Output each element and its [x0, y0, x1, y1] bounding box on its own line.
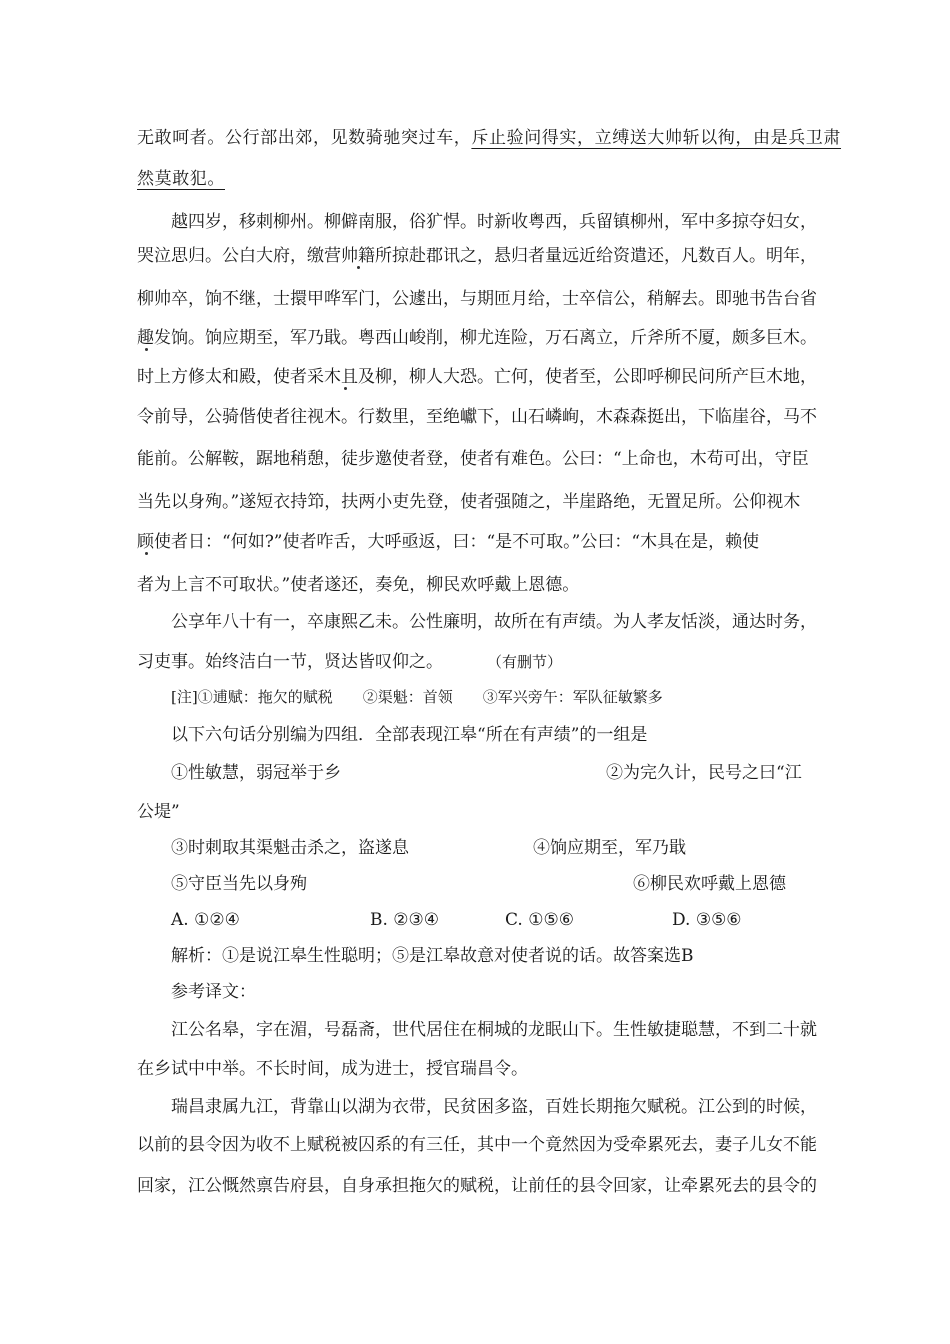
p2-line-9: 顾使者日：“何如?”使者咋舌，大呼亟返，曰：“是不可取。”公曰：“木具在是，赖使: [137, 532, 760, 552]
p1-underlined-sentence: 斥止验问得实，立缚送大帅斩以徇，由是兵卫肃: [471, 128, 842, 148]
p1-line-1: [137, 127, 841, 149]
option-1: ①性敏慧，弱冠举于乡: [171, 763, 341, 783]
p1-underlined-sentence-end: 然莫敢犯。: [137, 169, 225, 189]
p2-line-3: 柳帅卒，饷不继，士擐甲哗军门，公遽出，与期匝月给，士卒信公，稍解去。即驰书告台省: [137, 289, 817, 309]
p3-line-1: 公享年八十有一，卒康熙乙未。公性廉明，故所在有声绩。为人孝友恬淡，通达时务，: [171, 612, 817, 632]
emphasis-dot: [145, 348, 148, 351]
choice-c[interactable]: C. ①⑤⑥: [505, 910, 574, 930]
translation-p1-line-2: 在乡试中中举。不长时间，成为进士，授官瑞昌令。: [137, 1059, 528, 1079]
footnotes: [注]①逋赋：拖欠的赋税 ②渠魁：首领 ③军兴旁午：军队征敏繁多: [171, 688, 663, 706]
choice-d[interactable]: D. ③⑤⑥: [672, 910, 742, 930]
p2-line-4: 趣发饷。饷应期至，军乃戢。粤西山峻削，柳尤连险，万石离立，斤斧所不厦，颇多巨木。: [137, 328, 817, 348]
option-6: ⑥柳民欢呼戴上恩德: [633, 874, 786, 894]
translation-p2-line-1: 瑞昌隶属九江，背靠山以湖为衣带，民贫困多盗，百姓长期拖欠赋税。江公到的时候，: [171, 1097, 817, 1117]
option-2: ②为完久计，民号之曰“江: [606, 763, 802, 783]
p1-line-2: [137, 168, 225, 190]
abridged-note: （有删节）: [487, 653, 563, 671]
analysis: 解析：①是说江皋生性聪明；⑤是江皋故意对使者说的话。故答案选B: [171, 946, 694, 966]
reference-translation-title: 参考译文：: [171, 982, 256, 1002]
emphasis-dot: [344, 387, 347, 390]
p2-line-6: 令前导，公骑偕使者往视木。行数里，至绝巘下，山石嶙峋，木森森挺出，下临崖谷，马不: [137, 407, 817, 427]
option-5: ⑤守臣当先以身殉: [171, 874, 307, 894]
choice-b[interactable]: B. ②③④: [370, 910, 440, 930]
p2-line-8: 当先以身殉。”遂短衣持笻，扶两小吏先登，使者强随之，半崖路绝，无置足所。公仰视木: [137, 492, 801, 512]
emphasis-dot: [145, 552, 148, 555]
p3-line-2: [137, 651, 562, 673]
emphasis-dot: [357, 266, 360, 269]
p2-line-5: 时上方修太和殿，使者采木且及柳，柳人大恐。亡何，使者至，公即呼柳民问所产巨木地，: [137, 367, 817, 387]
choice-a[interactable]: A. ①②④: [171, 910, 240, 930]
option-2-continued: 公堤”: [137, 802, 180, 822]
p2-line-2: 哭泣思归。公白大府，缴营帅籍所掠赴郡讯之，悬归者量远近给资遣还，凡数百人。明年，: [137, 246, 817, 266]
p2-line-1: 越四岁，移刺柳州。柳僻南服，俗犷悍。时新收粤西，兵留镇柳州，军中多掠夺妇女，: [171, 212, 817, 232]
p2-line-10: 者为上言不可取状。”使者遂还，奏免，柳民欢呼戴上恩德。: [137, 575, 580, 595]
option-4: ④饷应期至，军乃戢: [533, 838, 686, 858]
translation-p1-line-1: 江公名皋，字在湄，号磊斋，世代居住在桐城的龙眠山下。生性敏捷聪慧，不到二十就: [171, 1020, 817, 1040]
option-3: ③时刺取其渠魁击杀之，盗遂息: [171, 838, 409, 858]
p1-line-1-text: 无敢呵者。公行部出郊，见数骑驰突过车，: [137, 128, 472, 148]
p3-line-2-text: 习吏事。始终洁白一节，贤达皆叹仰之。: [137, 652, 443, 672]
translation-p2-line-3: 回家，江公慨然禀告府县，自身承担拖欠的赋税，让前任的县令回家，让牵累死去的县令的: [137, 1176, 817, 1196]
translation-p2-line-2: 以前的县令因为收不上赋税被囚系的有三任，其中一个竟然因为受牵累死去，妻子儿女不能: [137, 1135, 817, 1155]
p2-line-7: 能前。公解鞍，踞地稍憩，徒步邀使者登，使者有难色。公曰：“上命也，木苟可出，守臣: [137, 449, 809, 469]
question-stem: 以下六句话分别编为四组．全部表现江皋“所在有声绩”的一组是: [171, 725, 648, 745]
